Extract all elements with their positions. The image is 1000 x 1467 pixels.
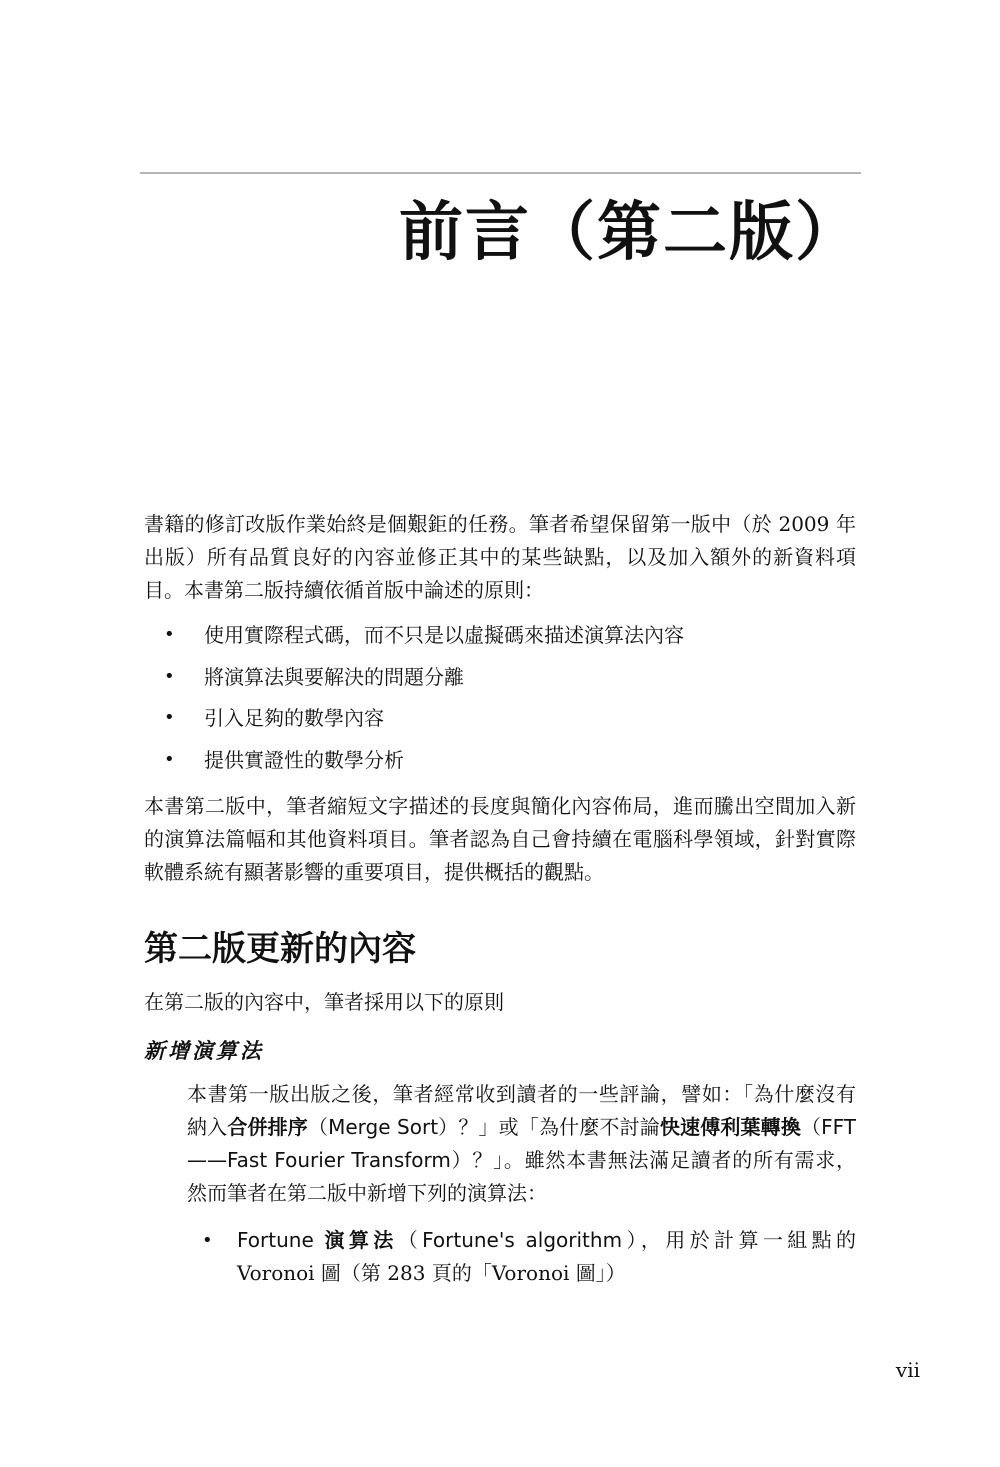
body-text: 本書第一版出版之後，筆者經常收到讀者的一些評論，譬如：「為什麼沒有納入	[187, 1082, 856, 1139]
second-paragraph: 本書第二版中，筆者縮短文字描述的長度與簡化內容佈局，進而騰出空間加入新的演算法篇幅和其他資料項目。筆者認為自己會持續在電腦科學領域，針對實際軟體系統有顯著影響的重要項目，提供概括的觀點。	[144, 794, 856, 884]
fft-term: 快速傅利葉轉換	[659, 1115, 801, 1139]
algorithm-name-en: Fortune	[237, 1228, 314, 1252]
body-text: （Merge Sort）？」或「為什麼不討論	[307, 1115, 660, 1139]
bullet-icon: •	[164, 665, 175, 687]
algorithm-name-zh: 演算法	[324, 1228, 398, 1252]
list-item-text: 提供實證性的數學分析	[204, 747, 404, 772]
section-intro: 在第二版的內容中，筆者採用以下的原則	[144, 990, 504, 1014]
algorithm-desc: ，用於計算一組點的 Voronoi 圖（第 283 頁的「Voronoi 圖」）	[237, 1228, 857, 1285]
algorithm-english-name: （Fortune's algorithm）	[397, 1228, 641, 1252]
merge-sort-term: 合併排序	[227, 1115, 308, 1139]
bullet-icon: •	[164, 707, 175, 728]
list-item-text: 使用實際程式碼，而不只是以虛擬碼來描述演算法內容	[204, 623, 684, 647]
list-item-text: 引入足夠的數學內容	[204, 706, 384, 730]
list-item-text: 將演算法與要解決的問題分離	[204, 664, 464, 689]
section-heading: 第二版更新的內容	[144, 929, 416, 969]
bullet-icon: •	[202, 1230, 213, 1251]
page-number: vii	[895, 1358, 920, 1382]
top-rule	[140, 172, 861, 174]
algorithm-description	[237, 1224, 856, 1290]
chapter-title: 前言（第二版）	[399, 196, 861, 270]
subheading-new-algorithms: 新增演算法	[144, 1038, 264, 1063]
body-text: （FFT——Fast Fourier Transform）？」。雖然本書無法滿足讀者的所有需求，然而筆者在第二版中新增下列的演算法：	[187, 1115, 857, 1205]
bullet-icon: •	[164, 624, 175, 645]
intro-paragraph: 書籍的修訂改版作業始終是個艱鉅的任務。筆者希望保留第一版中（於 2009 年出版）所有品質良好的內容並修正其中的某些缺點，以及加入額外的新資料項目。本書第二版持續依循首版中論述的原則：	[144, 512, 856, 602]
new-algorithms-paragraph	[187, 1078, 856, 1210]
bullet-icon: •	[164, 748, 175, 770]
